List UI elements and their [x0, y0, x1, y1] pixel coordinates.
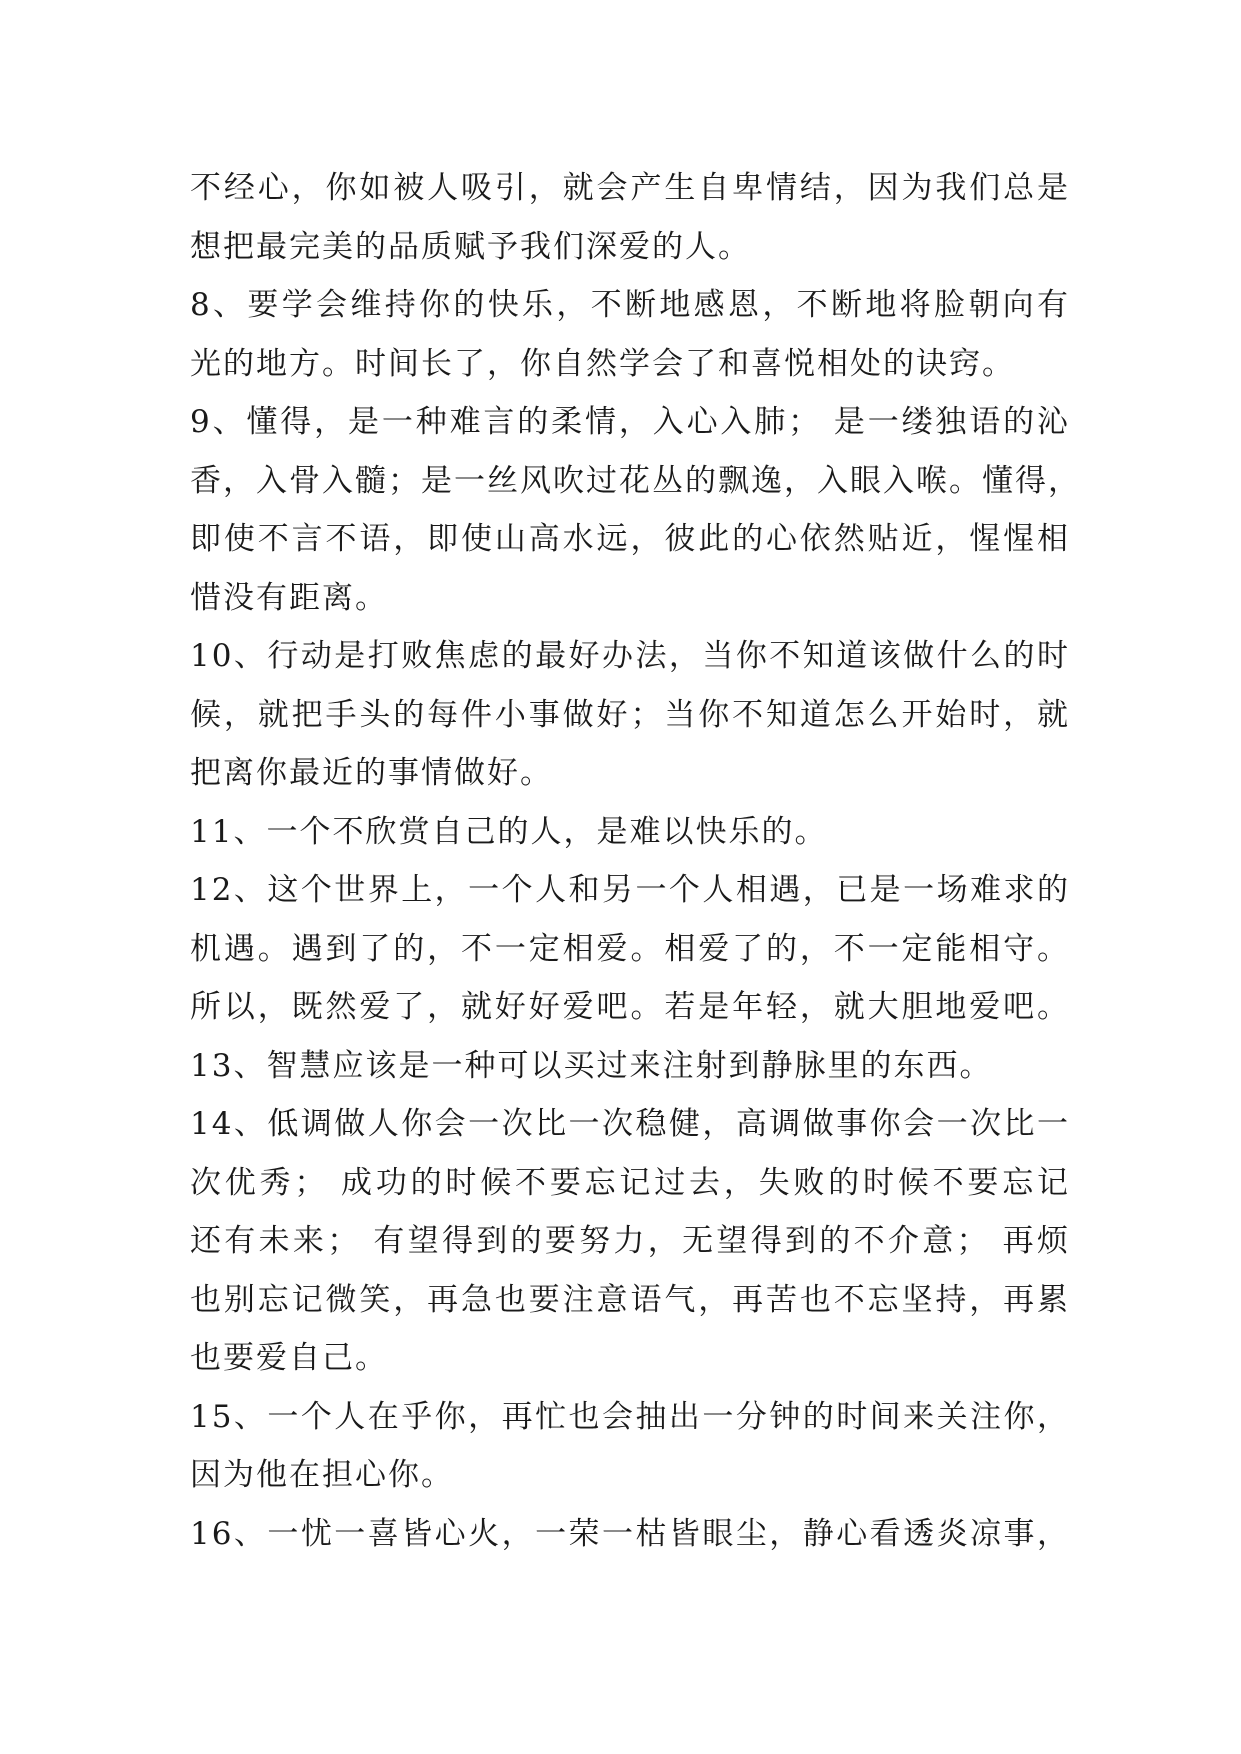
- text-line: 8、要学会维持你的快乐，不断地感恩，不断地将脸朝向有: [190, 287, 1070, 323]
- text-line: 11、一个不欣赏自己的人，是难以快乐的。: [190, 813, 828, 850]
- text-line: 光的地方。时间长了，你自然学会了和喜悦相处的诀窍。: [190, 345, 1015, 382]
- text-line: 不经心，你如被人吸引，就会产生自卑情结，因为我们总是: [190, 170, 1070, 206]
- text-line: 机遇。遇到了的，不一定相爱。相爱了的，不一定能相守。: [190, 930, 1070, 967]
- text-line: 12、这个世界上，一个人和另一个人相遇，已是一场难求的: [190, 872, 1070, 908]
- text-line: 把离你最近的事情做好。: [190, 755, 553, 791]
- text-line: 惜没有距离。: [190, 579, 388, 616]
- text-line: 次优秀； 成功的时候不要忘记过去，失败的时候不要忘记: [190, 1164, 1070, 1201]
- text-line: 也要爱自己。: [190, 1340, 388, 1376]
- text-line: 15、一个人在乎你，再忙也会抽出一分钟的时间来关注你，: [190, 1398, 1070, 1435]
- text-line: 13、智慧应该是一种可以买过来注射到静脉里的东西。: [190, 1047, 993, 1084]
- document-body: [190, 159, 1081, 1563]
- text-line: 还有未来； 有望得到的要努力，无望得到的不介意； 再烦: [190, 1223, 1070, 1259]
- text-line: 9、懂得，是一种难言的柔情，入心入肺； 是一缕独语的沁: [190, 404, 1070, 440]
- text-line: 16、一忧一喜皆心火，一荣一枯皆眼尘，静心看透炎凉事，: [190, 1515, 1070, 1552]
- text-line: 即使不言不语，即使山高水远，彼此的心依然贴近，惺惺相: [190, 521, 1070, 557]
- text-line: 香，入骨入髓；是一丝风吹过花丛的飘逸，入眼入喉。懂得，: [190, 462, 1081, 499]
- text-line: 也别忘记微笑，再急也要注意语气，再苦也不忘坚持，再累: [190, 1281, 1070, 1318]
- text-line: 14、低调做人你会一次比一次稳健，高调做事你会一次比一: [190, 1106, 1070, 1142]
- text-line: 10、行动是打败焦虑的最好办法，当你不知道该做什么的时: [190, 638, 1070, 674]
- text-line: 所以，既然爱了，就好好爱吧。若是年轻，就大胆地爱吧。: [190, 989, 1070, 1025]
- text-line: 候，就把手头的每件小事做好；当你不知道怎么开始时，就: [190, 696, 1070, 733]
- text-line: 想把最完美的品质赋予我们深爱的人。: [190, 228, 751, 265]
- text-line: 因为他在担心你。: [190, 1457, 454, 1493]
